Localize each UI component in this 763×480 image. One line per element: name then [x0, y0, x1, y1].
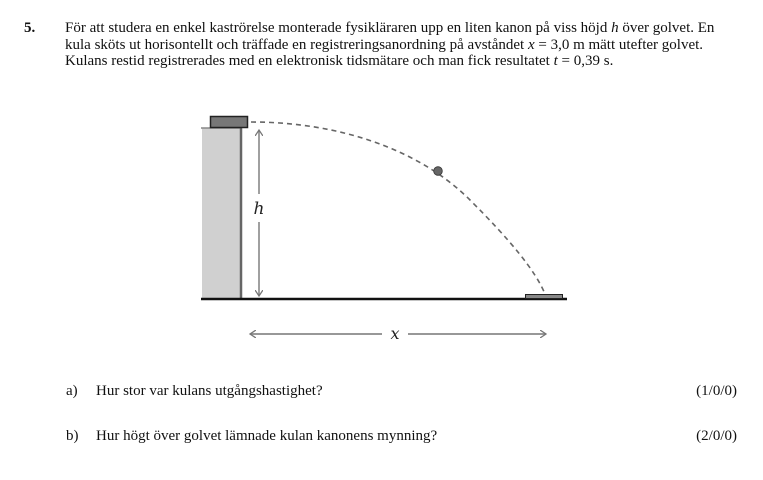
question-number: 5.	[24, 20, 36, 36]
points-b: (2/0/0)	[696, 428, 737, 444]
cannon	[211, 117, 248, 128]
intro-part-3: = 3,0 m mätt utefter golvet. Kulans restid registrerades med en elektronisk tidsmätare och man fick resultatet	[65, 36, 704, 69]
distance-label: x	[390, 324, 400, 343]
variable-h: h	[611, 20, 619, 36]
variable-x: x	[527, 36, 535, 53]
ball	[434, 167, 443, 176]
subquestion-letter: b)	[66, 428, 79, 444]
trajectory-path	[251, 122, 545, 294]
subquestion-text: Hur stor var kulans utgångshastighet?	[96, 383, 323, 399]
subquestion-b	[66, 428, 437, 445]
points-a: (1/0/0)	[696, 383, 737, 399]
intro-part-4: = 0,39 s.	[557, 53, 614, 69]
target-plate	[526, 295, 563, 299]
subquestion-text: Hur högt över golvet lämnade kulan kanonens mynning?	[96, 428, 438, 444]
height-label: h	[253, 199, 265, 219]
subquestion-letter: a)	[66, 383, 78, 399]
wall	[202, 128, 241, 299]
subquestion-a	[66, 383, 323, 400]
intro-part-1: För att studera en enkel kaströrelse monterade fysikläraren upp en liten kanon på viss höjd	[65, 20, 612, 36]
intro-part-2: över golvet. En kula sköts ut horisontellt och träffade en registreringsanordning på avståndet	[65, 20, 715, 53]
variable-t: t	[553, 53, 558, 69]
